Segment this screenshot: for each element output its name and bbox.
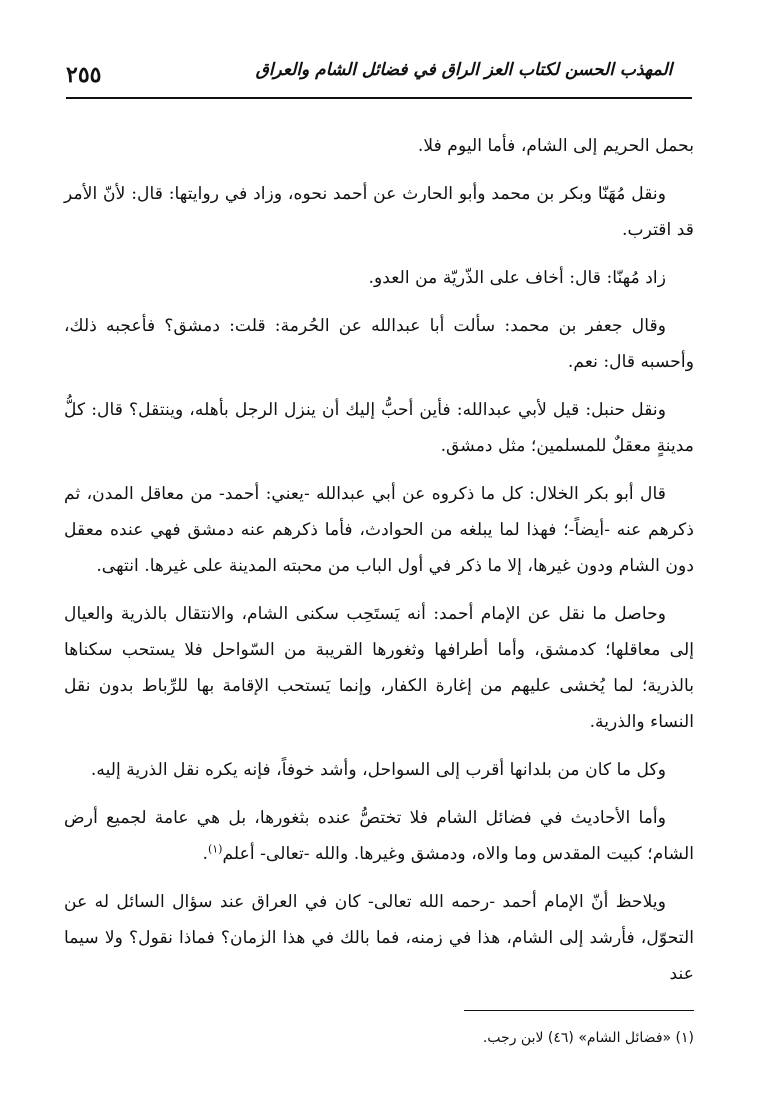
header-rule (66, 97, 692, 99)
paragraph: قال أبو بكر الخلال: كل ما ذكروه عن أبي عبدالله -يعني: أحمد- من معاقل المدن، ثم ذكرهم عنه -أيضاً-؛ فهذا لما يبلغه من الحوادث، فأما ذكرهم عنه دمشق فهي عنده معقل دون الشام ودون غيرها، إلا ما ذكر في أول الباب من محبته المدينة على غيرها. انتهى. (64, 484, 694, 576)
paragraph: ونقل مُهَنّا وبكر بن محمد وأبو الحارث عن أحمد نحوه، وزاد في روايتها: قال: لأنّ الأمر قد اقترب. (64, 184, 694, 240)
paragraph: وقال جعفر بن محمد: سألت أبا عبدالله عن الحُرمة: قلت: دمشق؟ فأعجبه ذلك، وأحسبه قال: نعم. (64, 316, 694, 372)
footnote-rule (464, 1010, 694, 1011)
page-header (66, 58, 692, 98)
footnote: (١) «فضائل الشام» (٤٦) لابن رجب. (482, 1030, 694, 1046)
page-number: ٢٥٥ (66, 62, 102, 88)
paragraph: ونقل حنبل: قيل لأبي عبدالله: فأين أحبُّ إليك أن ينزل الرجل بأهله، وينتقل؟ قال: كلُّ مدينةٍ معقلٌ للمسلمين؛ مثل دمشق. (64, 400, 694, 456)
body-text (64, 128, 694, 1004)
paragraph (64, 800, 694, 872)
paragraph: ويلاحظ أنّ الإمام أحمد -رحمه الله تعالى- كان في العراق عند سؤال السائل له عن التحوّل، فأرشد إلى الشام، هذا في زمنه، فما بالك في هذا الزمان؟ فماذا نقول؟ ولا سيما عند (64, 892, 694, 984)
paragraph: وحاصل ما نقل عن الإمام أحمد: أنه يَستَحِب سكنى الشام، والانتقال بالذرية والعيال إلى معاقلها؛ كدمشق، وأما أطرافها وثغورها القريبة من السّواحل فلا يستحب سكناها بالذرية؛ لما يُخشى عليهم من إغارة الكفار، وإنما يَستحب الإقامة بها للرِّباط بدون نقل النساء والذرية. (64, 604, 694, 732)
paragraph-end: . (202, 844, 208, 864)
paragraph: بحمل الحريم إلى الشام، فأما اليوم فلا. (417, 136, 694, 156)
running-title: المهذب الحسن لكتاب العز الراق في فضائل الشام والعراق (255, 60, 673, 80)
paragraph: زاد مُهنّا: قال: أخاف على الذّريّة من العدو. (368, 268, 666, 288)
paragraph-text: وأما الأحاديث في فضائل الشام فلا تختصُّ عنده بثغورها، بل هي عامة لجميع أرض الشام؛ كبيت المقدس وما والاه، ودمشق وغيرها. والله -تعالى- أعلم (64, 808, 694, 864)
paragraph: وكل ما كان من بلدانها أقرب إلى السواحل، وأشد خوفاً، فإنه يكره نقل الذرية إليه. (90, 760, 666, 780)
footnote-reference[interactable]: (١) (207, 842, 223, 856)
